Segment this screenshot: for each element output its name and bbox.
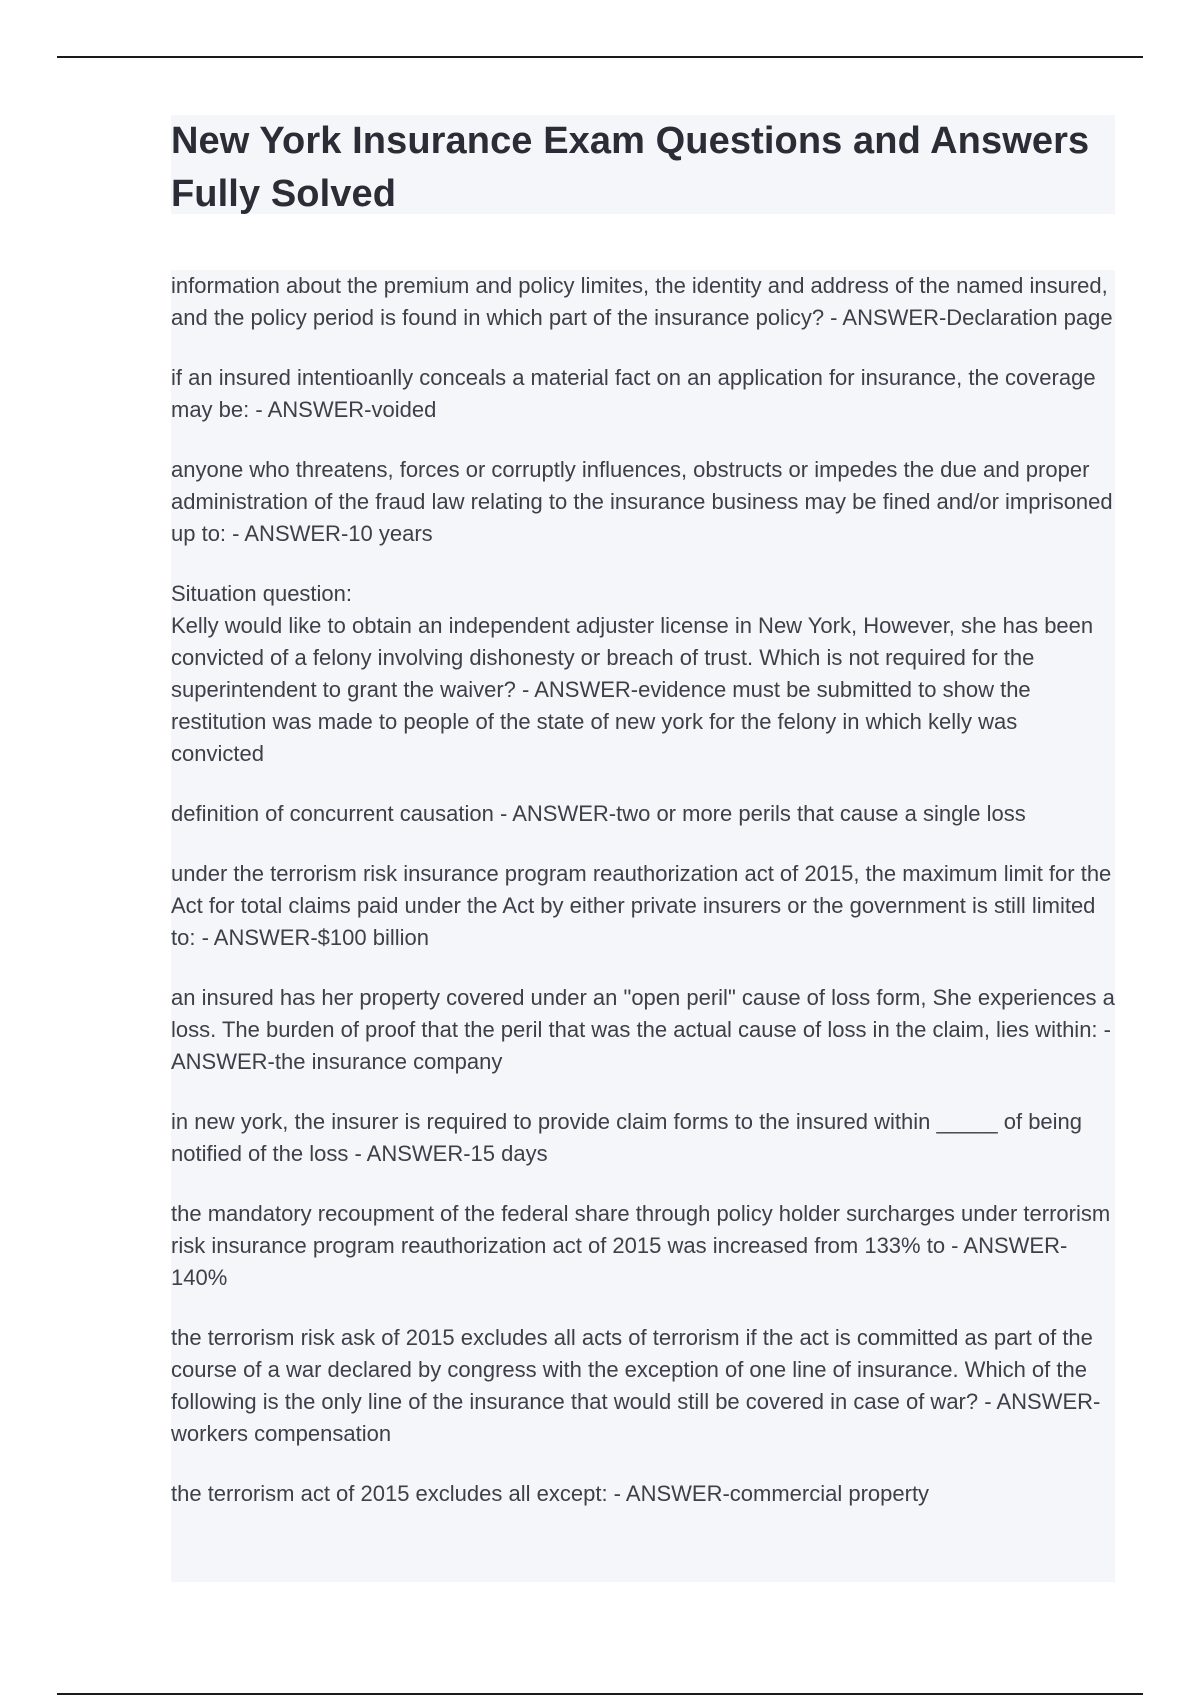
qa-item: an insured has her property covered under an "open peril" cause of loss form, She experiences a loss. The burden of proof that the peril that was the actual cause of loss in the claim, lies within: - ANSWER-the insurance company — [171, 985, 1115, 1074]
qa-item: information about the premium and policy limites, the identity and address of the named insured, and the policy period is found in which part of the insurance policy? - ANSWER-Declaration page — [171, 273, 1113, 330]
qa-item: if an insured intentioanlly conceals a material fact on an application for insurance, the coverage may be: - ANSWER-voided — [171, 365, 1096, 422]
qa-item: in new york, the insurer is required to provide claim forms to the insured within _____ of being notified of the loss - ANSWER-15 days — [171, 1109, 1083, 1166]
qa-item: anyone who threatens, forces or corruptly influences, obstructs or impedes the due and proper administration of the fraud law relating to the insurance business may be fined and/or imprisoned up to: - ANSWER-10 years — [171, 457, 1113, 546]
qa-item: under the terrorism risk insurance program reauthorization act of 2015, the maximum limit for the Act for total claims paid under the Act by either private insurers or the government is still limited to: - ANSWER-$100 billion — [171, 861, 1112, 950]
qa-item: the terrorism risk ask of 2015 excludes all acts of terrorism if the act is committed as part of the course of a war declared by congress with the exception of one line of insurance. Which of the following is the only line of the insurance that would still be covered in case of war? - ANSWER-workers compensation — [171, 1325, 1101, 1446]
footer-rule — [57, 1693, 1143, 1695]
qa-list — [171, 270, 1115, 1582]
qa-item: Situation question: Kelly would like to obtain an independent adjuster license in New York, However, she has been convicted of a felony involving dishonesty or breach of trust. Which is not required for the superintendent to grant the waiver? - ANSWER-evidence must be submitted to show the restitution was made to people of the state of new york for the felony in which kelly was convicted — [171, 581, 1094, 766]
title-block — [171, 115, 1115, 214]
qa-item: definition of concurrent causation - ANSWER-two or more perils that cause a single loss — [171, 801, 1026, 826]
qa-item: the mandatory recoupment of the federal share through policy holder surcharges under terrorism risk insurance program reauthorization act of 2015 was increased from 133% to - ANSWER-140% — [171, 1201, 1111, 1290]
document-title: New York Insurance Exam Questions and Answers Fully Solved — [171, 120, 1090, 215]
header-rule — [57, 56, 1143, 58]
qa-item: the terrorism act of 2015 excludes all except: - ANSWER-commercial property — [171, 1481, 930, 1506]
